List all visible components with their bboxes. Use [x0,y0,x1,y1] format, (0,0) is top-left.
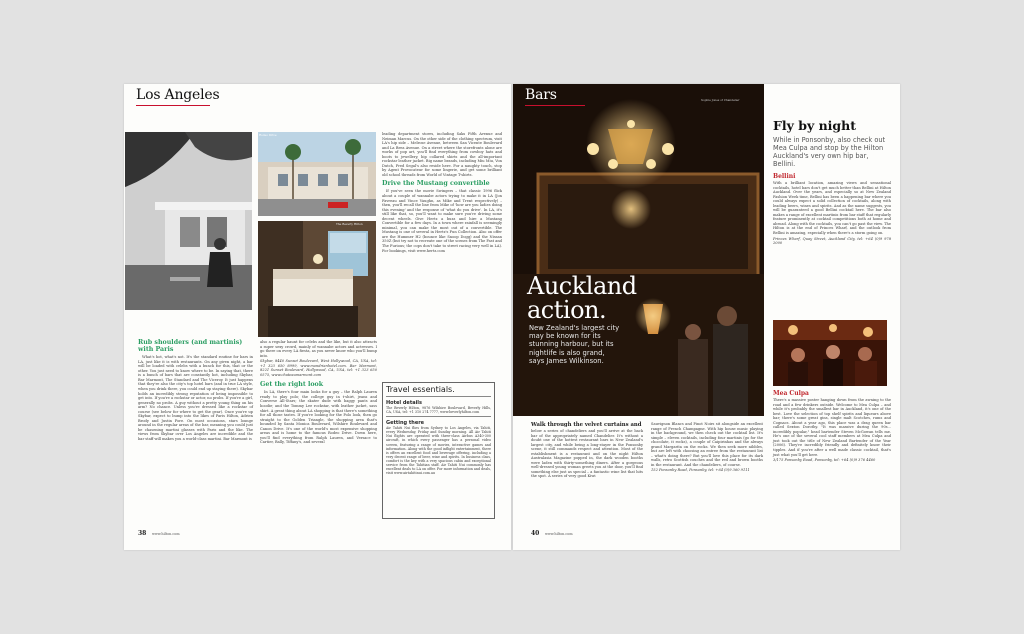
drive-paragraph: If you've seen the movie Swingers – that classic 1996 flick about a couple of wannabe actors trying to make it in LA (Jon Favreau and Vince Vaughn, as Mike and Trent respectively) – then, you'll recall the line from Mike of 'how are you ladies doing this evening' and the response of 'what do you drive'. In LA, it's still like that, so, you'll want to make sure you're driving some decent wheels. Give Hertz a buzz and hire a Mustang Convertible for a few days. In a town where rainfall is seemingly minimal, you can make the most out of a convertible. The Mustang is one of several in Hertz's Fun Collection. Also on offer are the Hummer H2 (bounce like Snoop Dogg) and the Nissan 350Z (but try not to recreate one of the scenes from The Fast and The Furious; the cops don't take to street racing very well in LA). For bookings, visit www.hertz.com [382,189,502,253]
chandelier-paragraph-2: Sauvignon Blancs and Pinot Noirs sit alongside an excellent range of French Champagne. With hip house music playing in the background, we then check out the cocktail list. It's simple – eleven cocktails, including four martinis (go for the chocolate, it rocks), a couple of Caipirinhas and the always grand Margarita on the rocks. We then seek more nibbles, but are left with choosing an entree from the restaurant list – what's doing there? But you'll love this place for its dark walls, retro Scottish couches and the red and brown booths in the restaurant. And the chandeliers, of course. [651,422,763,467]
photo-chandelier-bar [513,84,764,416]
heading-rub-shoulders: Rub shoulders (and martinis) with Paris [138,339,243,353]
heading-fly-by-night: Fly by night [773,118,857,133]
chandelier-paragraph-1: below a series of chandeliers and you'll arrive at the back bar of the appropriately named Chandelier. It's without a doubt one of the hottest restaurant bars in New Zealand's largest city, and while being a long-stayer in the Ponsonby scene, it still commands respect and attention. Most of the establishment is a restaurant and on the night Hilton Australasia Magazine popped in, the dark wooden booths were laden with thirty-something diners. After a gorgeous well-dressed young woman greets you at the door, you'll find something else just as special – a fantastic wine list that hits the spot. A series of very good Kiwi [531,429,643,479]
article-rub-shoulders [138,340,253,443]
travel-essentials-box [382,382,495,519]
col3-body [382,132,502,177]
photo-modern-house-graphic [125,132,252,310]
bellini-contact: Princes Wharf, Quay Street, Auckland City, tel: +64 (0)9 978 2000 [773,236,891,246]
photo-hotel-room-graphic [258,221,376,337]
heading-mea-culpa: Mea Culpa [773,390,809,397]
caption-beverly-hilton: The Beverly Hilton [336,222,363,226]
hero-subtitle: New Zealand's largest city may be known for its stunning harbour, but its nightlife is also grand, says James Wilkinson. [529,324,620,365]
photo-mea-culpa-graphic [773,320,887,386]
chandelier-contact: 152 Ponsonby Road, Ponsonby, tel: +64 (0)9 360 9111 [651,468,750,473]
hero-title-line-2: action. [527,296,607,324]
getting-there-heading: Getting there [386,420,425,427]
bellini-body [773,181,891,246]
rub-paragraph-1: What's hot, what's not. It's the standard routine for bars in LA, just like it is with restaurants. On any given night, a bar will be loaded with celebs with a bunch for this, that or the other. You just need to know where to be. In saying that, there is a bunch of bars that are constantly hot, including Skybar, Bar Marmont, The Standard and The Viceroy. It just happens that they're also the city's top hotel bars (and in true LA style, when you drink there, you could end up staying there). Skybar holds an incredibly strong reputation of being impossible to get into. If you're a rockstar or actor, no probs. If you're a girl, generally no probs. A guy without a pretty young thing on his arm? No chance. Unless you're dressed like a rockstar of course (see below for where to get the gear). Once you're up Skybar, expect to bump into the likes of Paris Hilton, Adrien Brody and Justin Fore. On most occasions, stars lounge around in the regular areas of the bar, meaning you could just be chasening martini glasses with Paris and the like. The views from Skybar over Los Angeles are incredible and the bar staff will makes you a world-class martini. Bar Marmont is [138,355,253,442]
mea-culpa-contact: 3/175 Ponsonby Road, Ponsonby, tel: +64 (0)9 376 4460 [773,458,876,463]
photo-hotel-room [258,221,376,337]
section-title-rule [136,105,210,106]
hotel-details-text: The Beverly Hilton, 9876 Wilshire Boulevard, Beverly Hills, CA, USA, tel: +1 310 274 7777, www.beverlyhilton.com [386,406,491,417]
page-number-left: 38 [138,530,147,537]
section-title-bars: Bars [525,87,557,103]
section-title-rule-bars [525,105,585,106]
rub-contact: Skybar, 8440 Sunset Boulevard, West Hollywood, CA, USA, tel: +1 323 650 8999, www.mondrianhotel.com. Bar Marmont, 8221 Sunset Boulevard, Hollywood, CA, USA, tel: +1 323 650 0575, www.chateaumarmont.com [260,359,377,377]
photo-mea-culpa [773,320,887,386]
shopping-paragraph: leading department stores, including Saks Fifth Avenue and Neiman Marcus. On the other side of the clothing spectrum, visit LA's hip side – Melrose Avenue, between San Vicente Boulevard and La Brea Avenue. On a street where the storefronts alone are works of pop art, you'll find everything from cowboy hats and boots to jewellery, hip collared shirts and the all-important rockstar leather jacket. Big name brands, including Miu Miu, Von Dutch, Fred Segal's also reside here. For a naughty touch, stop by Agent Provocateur for some lingerie, and get some brilliant old school threads from World of Vintage T-shirts. [382,132,502,177]
hero-title-line-1: Auckland [527,272,637,300]
getting-there-text: Air Tahiti Nui flies from Sydney to Los Angeles, via Tahiti, every Wednesday, Friday and Sunday morning. All Air Tahiti Nui flights are operated with three-class Airbus A340-300 aircraft, in which every passenger has a personal video screen, featuring a range of movies, interactive games and information. Along with the good inflight entertainment, there is offers an excellent food and beverage offering, including a very decent range of beer, wine and spirits. In business class, comfort is the key with a very spacious cabin and exceptional service from the Tahitian staff. Air Tahiti Nui commonly has excellent deals to LA on offer. For more information and deals, visit www.airtahitinui.com.au [386,426,491,476]
col2-body [260,340,377,377]
photo-caption-chandelier: Sophie Jones of Chandelier [701,98,740,102]
sidebar-fly-by-night [773,118,891,247]
chandelier-body-2 [651,422,763,473]
article-column-2 [260,340,377,446]
left-page [124,84,511,550]
lead-velvet-curtains: Walk through the velvet curtains and [531,422,642,428]
look-paragraph-1: In LA, there's four main looks for a guy – the Ralph Lauren ready to play polo; the college guy in t-shirt, jeans and Converse All-Stars; the skater dude with baggy pants and hoodie; and the Tommy Lee rockstar, with leather jacket, sass shirt. A great thing about LA shopping is that there's something for all those tastes. If you're looking for the Polo look, then go straight to the Golden Triangle, the shopping area that's bounded by Santa Monica Boulevard, Wilshire Boulevard and Canon Drive. It's one of the world's most expensive shopping areas and is home to the famous Rodeo Drive. Down here, you'll find everything from Ralph Lauren, and Versace to Cartier, Bally, Tiffany's, and several [260,390,377,445]
mea-culpa-body [773,398,891,463]
hero-title [527,274,637,322]
photo-chandelier-bar-graphic [513,84,764,416]
rub-paragraph-2: also a regular haunt for celebs and the like, but it also attracts a super sexy crowd, mainly of wannabe actors and actresses. I go there on every LA fiesta, as you never know who you'll bump into. [260,340,377,358]
article-column-3 [382,132,502,254]
article-mea-culpa [773,390,891,464]
mea-culpa-text: There's a massive poster hanging down from the awning to the road and a few drinkers outside. Welcome to Mea Culpa – and while it's probably the smallest bar in Auckland, it's one of the best. Love the selection of top shelf spirits and liqueurs above bar; there's some great gins, single malt Scotches, rums and Cognacs. About a year ago, this place was a drag queen bar called Sexton Dorothy. "It was massive during the 90s... incredibly popular," head bartender Steven McGowan tells me. He's one of the several cool staff members at Mea Culpa and just took out the title of New Zealand Bartender of the Year (2006). They're incredibly friendly and definitely know their tipples. And if you're after a well made classic cocktail, that's just what you'll get here. [773,398,891,457]
look-body [260,390,377,445]
heading-drive-mustang: Drive the Mustang convertible [382,180,490,188]
drive-body [382,189,502,253]
photo-modern-house [125,132,252,310]
heading-get-the-right-look: Get the right look [260,381,324,389]
footer-url-left: www.hilton.com [152,532,180,536]
caption-rodeo-drive: Rodeo Drive [259,133,277,137]
article-chandelier-col1 [531,422,643,480]
hotel-details-heading: Hotel details [386,400,422,406]
heading-bellini: Bellini [773,173,796,180]
rub-body [138,355,253,441]
article-chandelier-col2 [651,422,763,474]
photo-rodeo-drive-graphic [258,132,376,216]
footer-url-right: www.hilton.com [545,532,573,536]
bellini-text: With a brilliant location, amazing views and sensational cocktails, hotel bars don't get much better than Bellini at Hilton Auckland. Over the years, and especially so at New Zealand Fashion Week time, Bellini has been a happening bar where you could always expect a solid collection of cocktails, along with leading beers, wines and spirits. And as the name suggests, you will be guaranteed a good Bellini cocktail here. The bar also makes a range of excellent martinis from bar staff that regularly feature prominently at cocktail competitions both at home and abroad. Along with the cocktails, you can't go past the view. The Hilton is at the end of Princes Wharf, and the outlook from Bellini is amazing, especially when there's a storm going on. [773,181,891,236]
section-title-los-angeles: Los Angeles [136,87,220,103]
photo-rodeo-drive [258,132,376,216]
page-number-right: 40 [531,530,540,537]
fly-intro: While in Ponsonby, also check out Mea Culpa and stop by the Hilton Auckland's very own hip bar, Bellini. [773,136,886,168]
travel-essentials-title: Travel essentials. [386,385,491,397]
chandelier-body-1 [531,429,643,479]
right-page [513,84,900,550]
